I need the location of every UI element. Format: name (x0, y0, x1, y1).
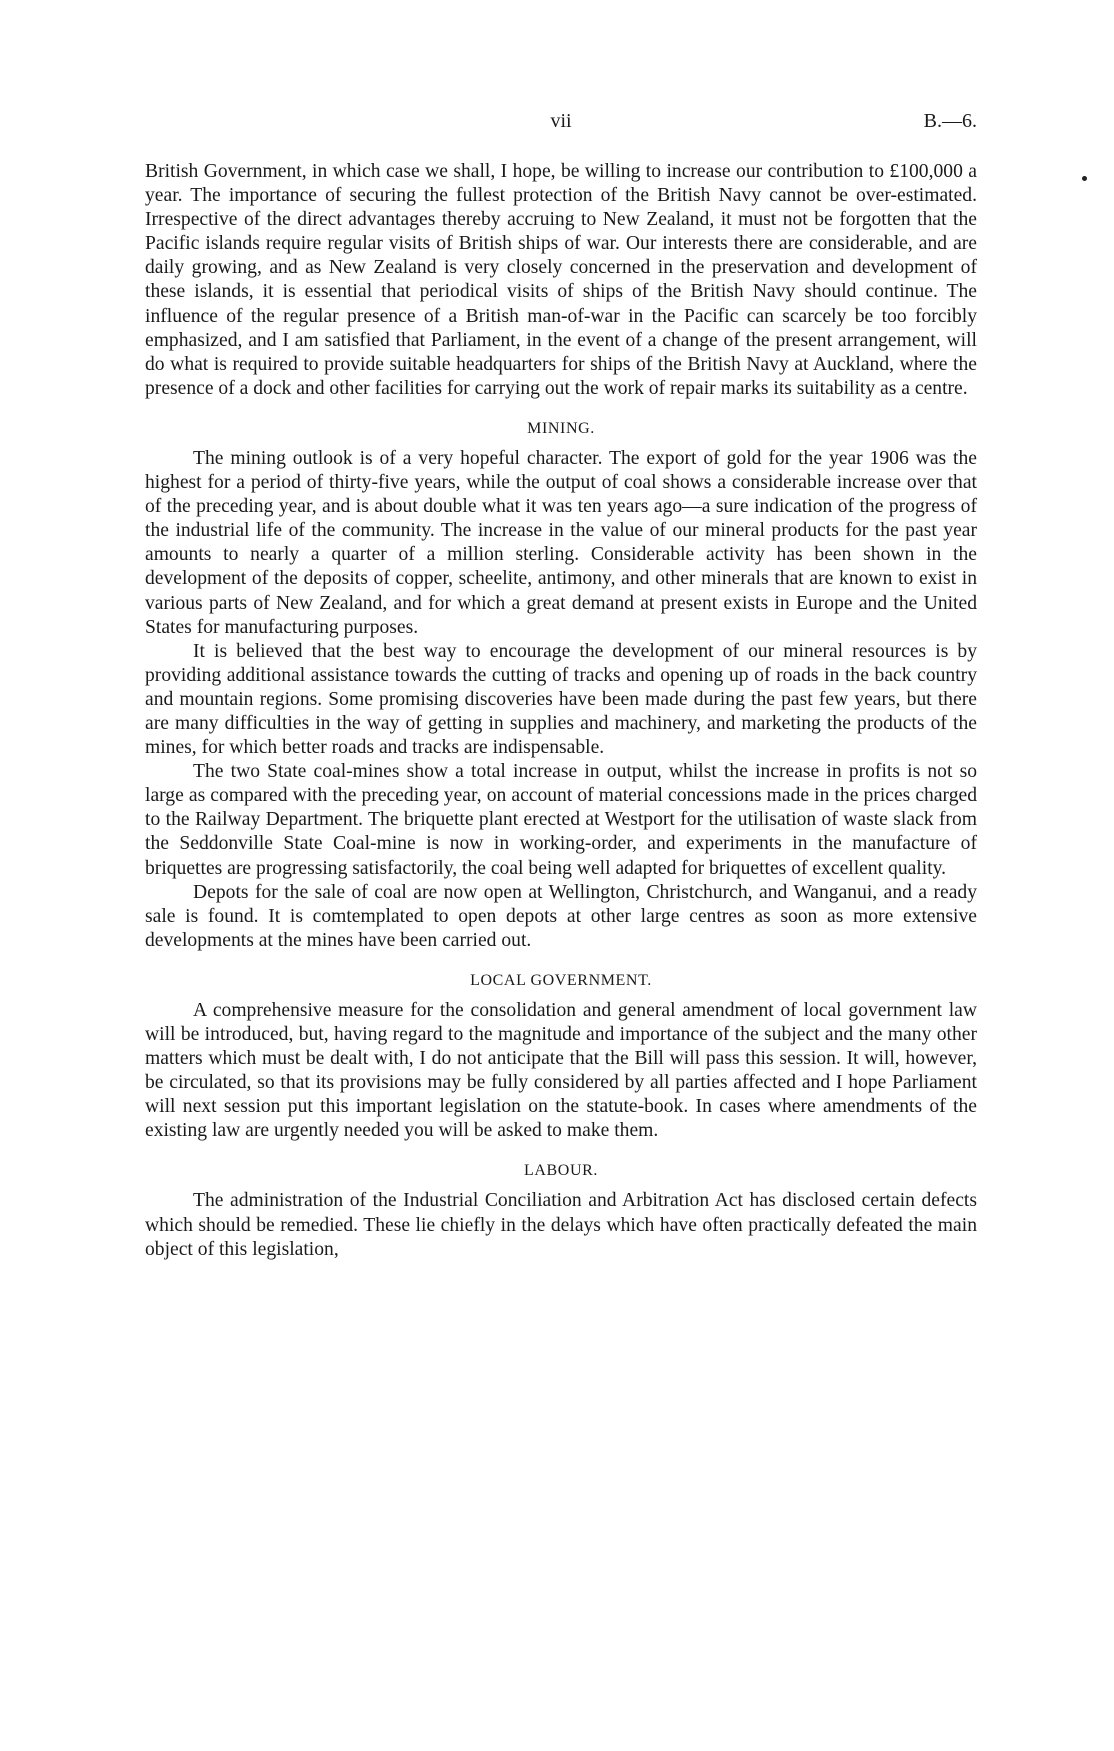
page-number: vii (550, 110, 572, 132)
paragraph-mining-roads: It is believed that the best way to encourage the development of our mineral resources is by providing additional assistance towards the cutting of tracks and opening up of roads in the back country and mountain regions. Some promising discoveries have been made during the past few years, but there are many difficulties in the way of getting in supplies and machinery, and marketing the products of the mines, for which better roads and tracks are indispensable. (145, 640, 977, 759)
paragraph-mining-outlook: The mining outlook is of a very hopeful character. The export of gold for the year 1906 was the highest for a period of thirty-five years, while the output of coal shows a considerable increase over that of the preceding year, and is about double what it was ten years ago—a sure indication of the progress of the industrial life of the community. The increase in the value of our mineral products for the past year amounts to nearly a quarter of a million sterling. Considerable activity has been shown in the development of the deposits of copper, scheelite, antimony, and other minerals that are known to exist in various parts of New Zealand, and for which a great demand at present exists in Europe and the United States for manufacturing purposes. (145, 447, 977, 638)
paragraph-labour: The administration of the Industrial Conciliation and Arbitration Act has disclosed certain defects which should be remedied. These lie chiefly in the delays which have often practically defeated the main object of this legislation, (145, 1190, 977, 1260)
document-reference: B.—6. (923, 110, 977, 132)
heading-local-government: LOCAL GOVERNMENT. (470, 971, 652, 989)
running-head (145, 110, 977, 140)
paragraph-state-coal-mines: The two State coal-mines show a total increase in output, whilst the increase in profits is not so large as compared with the preceding year, on account of material concessions made in the prices charged to the Railway Department. The briquette plant erected at Westport for the utilisation of waste slack from the Seddonville State Coal-mine is now in working-order, and experiments in the manufacture of briquettes are progressing satisfactorily, the coal being well adapted for briquettes of excellent quality. (145, 761, 977, 879)
body-text (145, 160, 977, 1262)
heading-mining: MINING. (527, 419, 595, 437)
paragraph-coal-depots: Depots for the sale of coal are now open at Wellington, Christchurch, and Wanganui, and a ready sale is found. It is comtemplated to open depots at other large centres as soon as more extensive developments at the mines have been carried out. (145, 881, 977, 951)
paragraph-local-government: A comprehensive measure for the consolidation and general amendment of local government law will be introduced, but, having regard to the magnitude and importance of the subject and the many other matters which must be dealt with, I do not anticipate that the Bill will pass this session. It will, however, be circulated, so that its provisions may be fully considered by all parties affected and I hope Parliament will next session put this important legislation on the statute-book. In cases where amendments of the existing law are urgently needed you will be asked to make them. (145, 999, 977, 1142)
heading-labour: LABOUR. (524, 1162, 598, 1180)
margin-mark (1082, 176, 1087, 181)
paragraph-navy: British Government, in which case we shall, I hope, be willing to increase our contribution to £100,000 a year. The importance of securing the fullest protection of the British Navy cannot be over-estimated. Irrespective of the direct advantages thereby accruing to New Zealand, it must not be forgotten that the Pacific islands require regular visits of British ships of war. Our interests there are considerable, and are daily growing, and as New Zealand is very closely concerned in the preservation and development of these islands, it is essential that periodical visits of ships of the British Navy should continue. The influence of the regular presence of a British man-of-war in the Pacific can scarcely be too forcibly emphasized, and I am satisfied that Parliament, in the event of a change of the present arrangement, will do what is required to provide suitable headquarters for ships of the British Navy at Auckland, where the presence of a dock and other facilities for carrying out the work of repair marks its suitability as a centre. (145, 161, 977, 399)
